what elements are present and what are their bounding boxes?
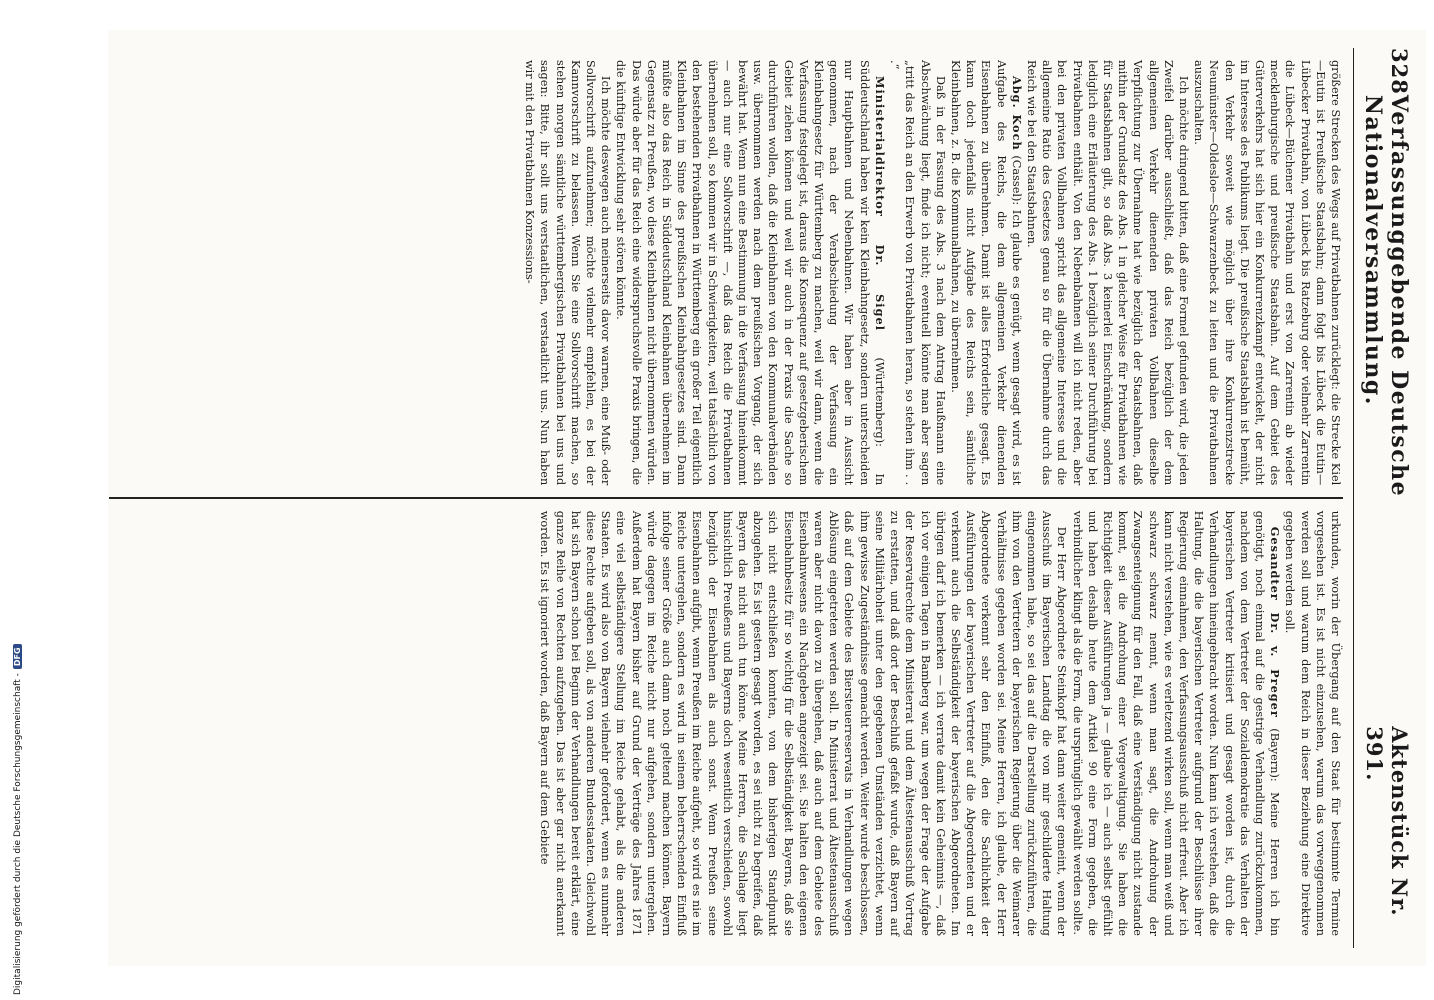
paragraph xyxy=(1069,511,1282,936)
left-column xyxy=(109,48,1343,497)
paragraph: größere Strecken des Wegs auf Privatbahnen zurücklegt: die Strecke Kiel—Eutin ist Preußische Staatsbahn; dann folgt bis Lübeck die Eutin—Lübecker Privatbahn, von Lübeck bis Ratzeburg oder vielmehr Zarrentin die Lübeck—Büchener Privatbahn und erst von Zarrentin ab wieder mecklenburgische und preußische Staatsbahn. Auf dem Gebiet des Güterverkehrs hat sich hier ein Konkurrenzkampf entwickelt, der nicht im Interesse des Publikums liegt. Die preußische Staatsbahn ist bemüht, den Verkehr soweit wie möglich über ihre Konkurrenzstrecke Neumünster—Oldesloe—Schwarzenbeck zu leiten und die Privatbahnen auszuschalten. xyxy=(1192,60,1342,486)
speaker-name: Ministerialdirektor Dr. Sigel xyxy=(872,76,887,331)
scanned-page xyxy=(108,30,1426,966)
running-title: Verfassunggebende Deutsche Nationalversammlung. xyxy=(1360,94,1412,498)
paragraph xyxy=(613,60,887,485)
speech-text: (Bayern): Meine Herren ich bin genötigt, noch einmal auf die gestrige Verhandlung zurückzukommen, nachdem von dem Vertreter der Sozialdemokratie das Verhalten der bayerischen Vertreter kritisiert und gesagt worden ist, durch die Verhandlungen hineingebracht worden. Nun kann ich verstehen, daß die Haltung, die die bayerischen Vertreter aufgrund der Beschlüsse ihrer Regierung einnahmen, den Verfassungsausschuß nicht erfreut. Aber ich kann nicht verstehen, wie es verletzend wirken soll, wenn man weiß und schwarz schwarz nennt, wenn man sagt, die Androhung der Zwangsenteignung für den Fall, daß eine Verständigung nicht zustande kommt, sei die Androhung einer Vergewaltigung. Sie haben die Richtigkeit dieser Ausführungen ja — glaube ich — auch selbst gefühlt und haben deshalb heute dem Artikel 90 eine Form gegeben, die verbindlicher klingt als die Form, die ursprünglich gewählt werden sollte. xyxy=(1070,510,1282,936)
document-number: Aktenstück Nr. 391. xyxy=(1362,726,1412,917)
speaker-name: Gesandter Dr. v. Preger xyxy=(1268,526,1283,718)
page-number: 328 xyxy=(1387,48,1412,95)
right-column xyxy=(109,499,1343,948)
speech-text: (Württemberg): In Süddeutschland haben wir kein Kleinbahngesetz, sondern unterscheiden nur Hauptbahnen und Nebenbahnen. Wir haben aber in Aussicht genommen, nach der Verabschiedung der Verfassung ein Kleinbahngesetz für Württemberg zu machen, weil wir dann, wenn die Verfassung festgelegt ist, daraus die Konsequenz auf gesetzgeberischem Gebiet ziehen können und weil wir auch in der Praxis die Sache so durchführen wollen, daß die Kleinbahnen von den Kommunalverbänden usw. übernommen werden nach dem preußischen Vorgang, der sich bewährt hat. Wenn nun eine Bestimmung in die Verfassung hineinkommt — auch nur eine Sollvorschrift —, daß das Reich die Privatbahnen übernehmen soll, so kommen wir in Schwierigkeiten, weil tatsächlich von den bestehenden Privatbahnen in Württemberg ein großer Teil eigentlich Kleinbahnen im Sinne des preußischen Kleinbahngesetzes sind. Dann müßte also das Reich in Süddeutschland Kleinbahnen übernehmen im Gegensatz zu Preußen, wo diese Kleinbahnen nicht übernommen würden. Das würde aber für das Reich eine widerspruchsvolle Praxis bringen, die die künftige Entwicklung sehr stören könnte. xyxy=(614,60,886,486)
paragraph: Daß in der Fassung des Abs. 3 nach dem Antrag Haußmann eine Abschwächung liegt, finde ich nicht; eventuell könnte man aber sagen „tritt das Reich an den Erwerb von Privatbahnen heran, so stehen ihm . . .“ xyxy=(888,60,947,486)
speaker-name: Abg. Koch xyxy=(1009,76,1024,151)
credit-line xyxy=(13,644,23,995)
credit-text: Digitalisierung gefördert durch die Deutsche Forschungsgemeinschaft - xyxy=(13,673,23,995)
paragraph: Ich möchte dringend bitten, daß eine Formel gefunden wird, die jeden Zweifel darüber ausschließt, daß das Reich bezüglich der dem allgemeinen Verkehr dienenden privaten Vollbahnen dieselbe Verpflichtung zur Übernahme hat wie bezüglich der Staatsbahnen, daß mithin der Grundsatz des Abs. 1 in gleicher Weise für Privatbahnen wie für Staatsbahnen gilt, so daß Abs. 3 keinerlei Einschränkung, sondern lediglich eine Erläuterung des Abs. 1 bezüglich seiner Durchführung bei Privatbahnen enthält. Von den Nebenbahnen will ich nicht reden, aber bei den privaten Vollbahnen spricht das allgemeine Interesse und die allgemeine Ratio des Gesetzes genau so für die Übernahme durch das Reich wie bei den Staatsbahnen. xyxy=(1024,60,1190,486)
page-header xyxy=(1353,48,1412,948)
digitization-credit xyxy=(0,0,23,1000)
text-columns xyxy=(109,48,1343,948)
paragraph xyxy=(948,60,1024,485)
paragraph: Der Herr Abgeordnete Steinkopf hat dann weiter gemeint, wenn der Ausschuß im Bayerischen Landtag die von mir geschilderte Haltung eingenommen habe, so sei das auf die Darstellung zurückzuführen, die ihm von den Vertretern der bayerischen Regierung über die Weimarer Verhältnisse gegeben worden sei. Meine Herren, ich glaube, der Herr Abgeordnete verkennt sehr den Einfluß, den die Sachlichkeit der Ausführungen der bayerischen Vertreter auf die Abgeordneten und er verkennt auch die Selbständigkeit der bayerischen Abgeordneten. Im übrigen darf ich bemerken — ich verrate damit kein Geheimnis —, daß ich vor einigen Tagen in Bamberg war, um wegen der Frage der Aufgabe der Reservatrechte dem Ministerrat und dem Ältestenausschuß Vortrag zu erstatten, und daß dort der Beschluß gefaßt wurde, daß Bayern auf seine Militärhoheit unter den gegebenen Umständen verzichtet, wenn ihm gewisse Zugeständnisse gemacht werden. Weiter wurde beschlossen, daß auf dem Gebiete des Biersteuerreservats in Verhandlungen wegen Ablösung eingetreten werden soll. In Ministerrat und Ältestenausschuß waren aber nicht davon zu übergehen, daß auch auf dem Gebiete des Eisenbahnwesens ein Nachgeben angezeigt sei. Sie halten den eigenen Eisenbahnbesitz für so wichtig für die Selbständigkeit Bayerns, daß sie sich nicht entschließen konnten, von dem bisherigen Standpunkt abzugehen. Es ist gestern gesagt worden, es sei nicht zu begreifen, daß Bayern das nicht auch tun könne. Meine Herren, die Sachlage liegt hinsichtlich Preußens und Bayerns doch wesentlich verschieden, sowohl bezüglich der Eisenbahnen als auch sonst. Wenn Preußen seine Eisenbahnen aufgibt, wenn Preußen im Reiche aufgeht, so wird es nie im Reiche untergehen, sondern es wird in seinem beherrschenden Einfluß infolge seiner Größe auch dann noch geltend machen können. Bayern würde dagegen im Reiche nicht nur aufgehen, sondern untergehen. Außerdem hat Bayern bisher auf Grund der Verträge des Jahres 1871 eine viel selbständigere Stellung im Reiche gehabt, als die anderen Staaten. Es wird also von Bayern vielmehr gefordert, wenn es nunmehr diese Rechte aufgeben soll, als von anderen Bundesstaaten. Gleichwohl hat sich Bayern schon bei Beginn der Verhandlungen bereit erklärt, eine ganze Reihe von Rechten aufzugeben. Das ist aber gar nicht anerkannt worden. Es ist ignoriert worden, daß Bayern auf dem Gebiete xyxy=(538,510,1069,936)
dfg-logo-icon: DFG xyxy=(13,644,22,669)
paragraph: Ich möchte deswegen auch meinerseits davor warnen, eine Muß- oder Sollvorschrift aufzunehmen; möchte vielmehr empfehlen, es bei der Kannvorschrift zu belassen. Wenn Sie eine Sollvorschrift machen, so stehen morgen sämtliche württembergischen Privatbahnen bei uns und sagen: Bitte, ihr sollt uns verstaatlichen, verstaatlicht uns. Nun haben wir mit den Privatbahnen Konzessions- xyxy=(523,60,613,486)
page-content xyxy=(108,30,1426,966)
paragraph: urkunden, worin der Übergang auf den Staat für bestimmte Termine vorgesehen ist. Es ist nicht einzusehen, warum das vorweggenommen werden soll und warum dem Reich in dieser Beziehung eine Direktive gegeben werden soll. xyxy=(1283,510,1342,936)
speech-text: (Cassel): Ich glaube es genügt, wenn gesagt wird, es ist Aufgabe des Reichs, die dem allgemeinen Verkehr dienenden Eisenbahnen zu übernehmen. Damit ist alles Erforderliche gesagt. Es kann doch jedenfalls nicht Aufgabe des Reichs sein, sämtliche Kleinbahnen, z. B. die Kommunalbahnen, zu übernehmen. xyxy=(948,60,1023,486)
